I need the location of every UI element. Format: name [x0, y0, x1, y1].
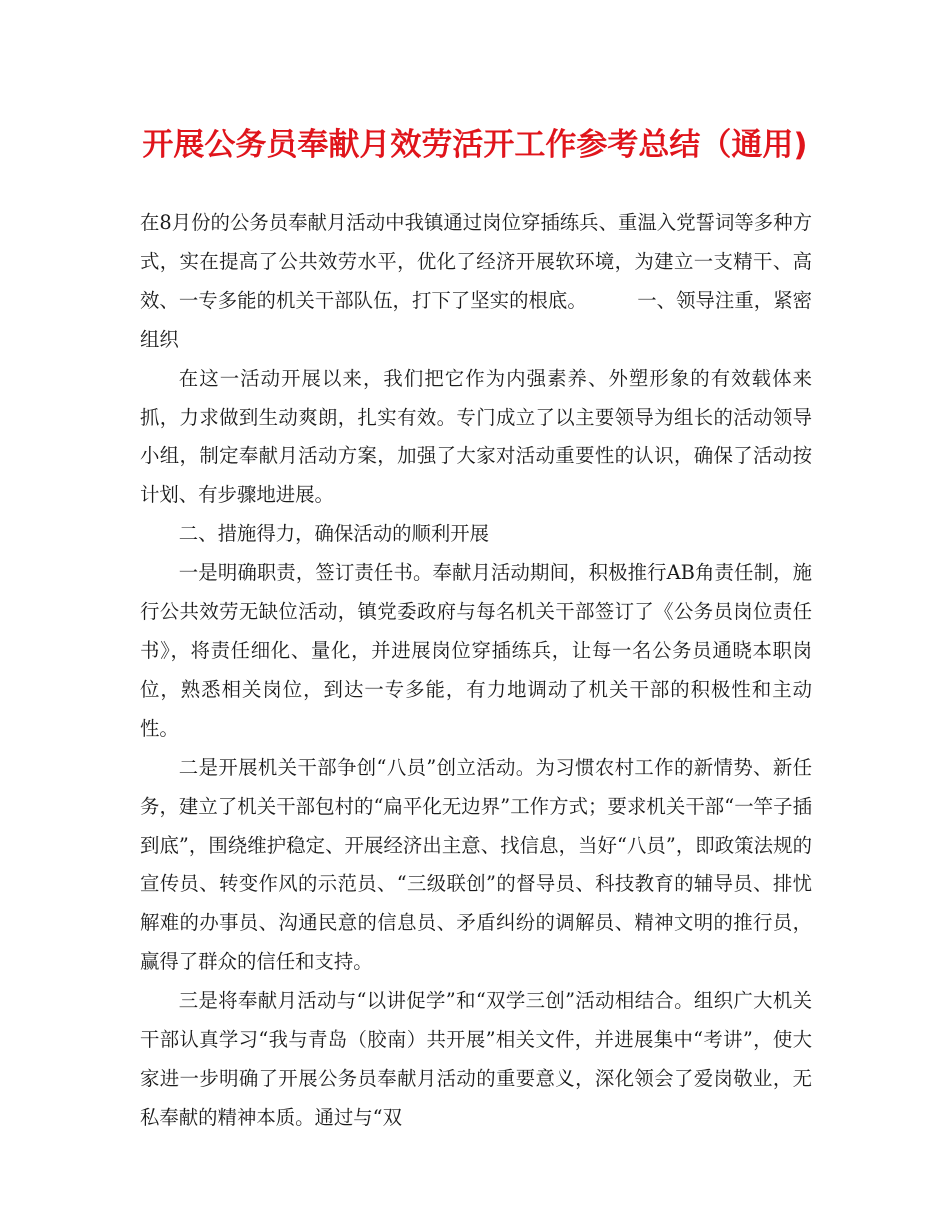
intro-text: 在8月份的公务员奉献月活动中我镇通过岗位穿插练兵、重温入党誓词等多种方式，实在提高了公共效劳水平，优化了经济开展软环境，为建立一支精干、高效、一专多能的机关干部队伍，打下了坚实的根底。 — [140, 211, 812, 312]
section-1-paragraph-1: 在这一活动开展以来，我们把它作为内强素养、外塑形象的有效载体来抓，力求做到生动爽朗，扎实有效。专门成立了以主要领导为组长的活动领导小组，制定奉献月活动方案，加强了大家对活动重要性的认识，确保了活动按计划、有步骤地进展。 — [140, 366, 812, 507]
section-1-heading: 一、领导注重，紧密组织 — [140, 288, 813, 351]
intro-paragraph — [140, 204, 812, 360]
document-title: 开展公务员奉献月效劳活开工作参考总结（通用) — [142, 127, 808, 163]
section-2-paragraph-1: 一是明确职责，签订责任书。奉献月活动期间，积极推行AB角责任制，施行公共效劳无缺位活动，镇党委政府与每名机关干部签订了《公务员岗位责任书》，将责任细化、量化，并进展岗位穿插练兵，让每一名公务员通晓本职岗位，熟悉相关岗位，到达一专多能，有力地调动了机关干部的积极性和主动性。 — [140, 561, 812, 740]
section-2-paragraph-2: 二是开展机关干部争创“八员”创立活动。为习惯农村工作的新情势、新任务，建立了机关干部包村的“扁平化无边界”工作方式；要求机关干部“一竿子插到底”，围绕维护稳定、开展经济出主意、找信息，当好“八员”，即政策法规的宣传员、转变作风的示范员、“三级联创”的督导员、科技教育的辅导员、排忧解难的办事员、沟通民意的信息员、矛盾纠纷的调解员、精神文明的推行员，赢得了群众的信任和支持。 — [140, 755, 812, 974]
section-2-paragraph-3: 三是将奉献月活动与“以讲促学”和“双学三创”活动相结合。组织广大机关干部认真学习“我与青岛（胶南）共开展”相关文件，并进展集中“考讲”，使大家进一步明确了开展公务员奉献月活动的重要意义，深化领会了爱岗敬业，无私奉献的精神本质。通过与“双 — [140, 989, 812, 1129]
section-2-heading: 二、措施得力，确保活动的顺利开展 — [178, 522, 490, 546]
document-body — [140, 204, 812, 1138]
